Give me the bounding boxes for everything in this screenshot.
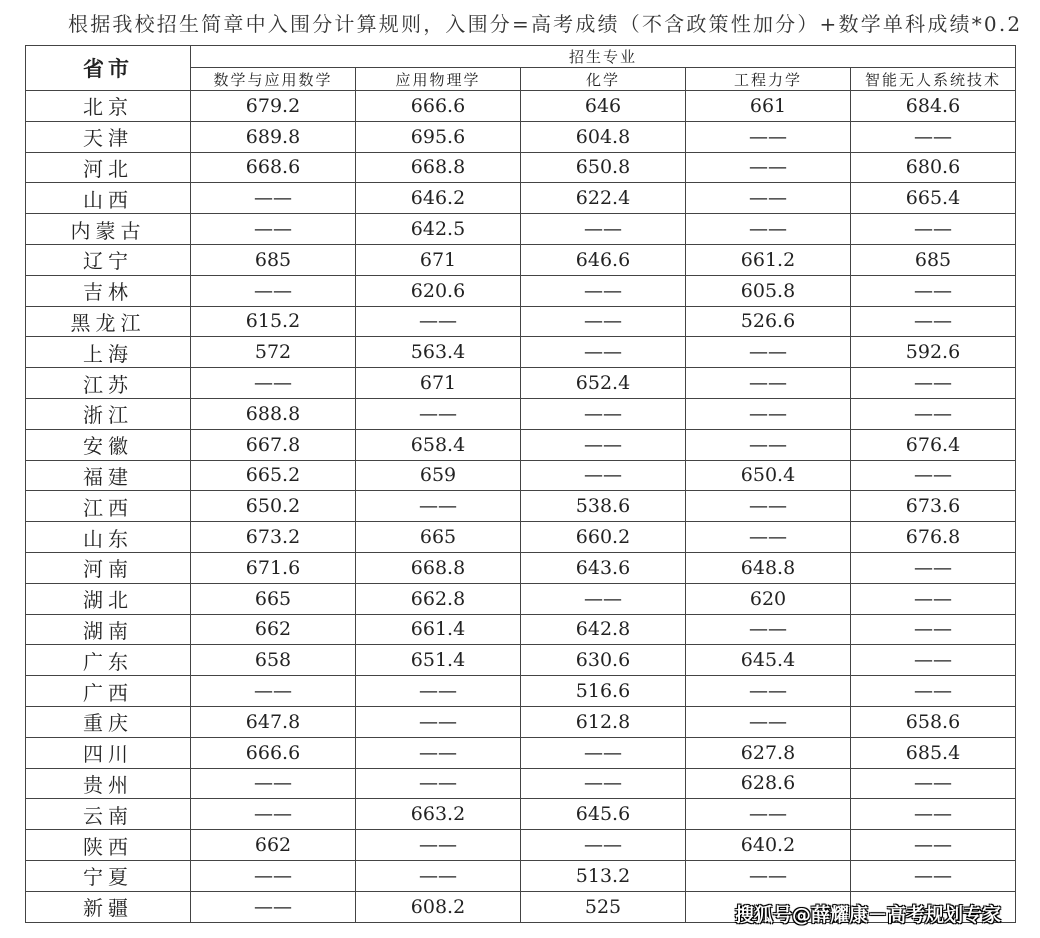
score-cell: 661.4	[356, 614, 521, 645]
document-title: 根据我校招生简章中入围分计算规则，入围分=高考成绩（不含政策性加分）+数学单科成绩*0.2	[68, 12, 1023, 36]
province-cell: 陕西	[26, 830, 191, 861]
score-cell: ——	[851, 368, 1016, 399]
table-row	[26, 214, 1016, 245]
score-cell: 671	[356, 244, 521, 275]
score-cell: 605.8	[686, 275, 851, 306]
score-cell: ——	[521, 337, 686, 368]
score-cell: 650.4	[686, 460, 851, 491]
score-cell: ——	[191, 183, 356, 214]
score-cell: 665.4	[851, 183, 1016, 214]
score-cell: 662.8	[356, 583, 521, 614]
score-cell: ——	[521, 830, 686, 861]
score-cell: ——	[686, 614, 851, 645]
score-cell: ——	[521, 768, 686, 799]
table-row	[26, 737, 1016, 768]
score-cell: 538.6	[521, 491, 686, 522]
score-cell: 612.8	[521, 706, 686, 737]
score-cell: 662	[191, 614, 356, 645]
score-cell: 630.6	[521, 645, 686, 676]
score-cell: 671	[356, 368, 521, 399]
score-cell: ——	[521, 429, 686, 460]
score-cell: 665	[191, 583, 356, 614]
watermark: 搜狐号@薛耀康－高考规划专家	[735, 904, 1002, 926]
score-cell: ——	[686, 706, 851, 737]
score-cell: ——	[356, 737, 521, 768]
score-cell: 627.8	[686, 737, 851, 768]
score-cell: 516.6	[521, 676, 686, 707]
score-cell: ——	[851, 645, 1016, 676]
score-cell: 642.5	[356, 214, 521, 245]
score-cell: 688.8	[191, 398, 356, 429]
major-group-header: 招生专业	[191, 46, 1016, 68]
score-cell: 661.2	[686, 244, 851, 275]
score-cell: ——	[191, 275, 356, 306]
province-cell: 福建	[26, 460, 191, 491]
score-cell: ——	[521, 275, 686, 306]
score-cell: 689.8	[191, 121, 356, 152]
table-row	[26, 91, 1016, 122]
province-cell: 广东	[26, 645, 191, 676]
score-cell: ——	[356, 491, 521, 522]
score-cell: 651.4	[356, 645, 521, 676]
score-cell: ——	[356, 768, 521, 799]
score-cell: ——	[191, 768, 356, 799]
province-cell: 山东	[26, 522, 191, 553]
province-cell: 河南	[26, 552, 191, 583]
table-row	[26, 429, 1016, 460]
province-cell: 四川	[26, 737, 191, 768]
score-cell: ——	[686, 429, 851, 460]
score-cell: ——	[686, 522, 851, 553]
score-cell: ——	[521, 306, 686, 337]
score-cell: 662	[191, 830, 356, 861]
score-cell: 676.8	[851, 522, 1016, 553]
score-cell: 525	[521, 891, 686, 922]
major-header: 智能无人系统技术	[851, 68, 1016, 91]
score-cell: ——	[356, 306, 521, 337]
score-cell: 676.4	[851, 429, 1016, 460]
major-header: 工程力学	[686, 68, 851, 91]
score-cell: 648.8	[686, 552, 851, 583]
score-cell: ——	[686, 121, 851, 152]
score-cell: 685.4	[851, 737, 1016, 768]
score-cell: 684.6	[851, 91, 1016, 122]
table-row	[26, 368, 1016, 399]
score-cell: 572	[191, 337, 356, 368]
score-cell: ——	[851, 830, 1016, 861]
table-row	[26, 768, 1016, 799]
score-cell: ——	[521, 737, 686, 768]
score-cell: 615.2	[191, 306, 356, 337]
score-cell: ——	[521, 398, 686, 429]
table-row	[26, 121, 1016, 152]
major-header: 化学	[521, 68, 686, 91]
score-cell: ——	[521, 214, 686, 245]
score-cell: ——	[686, 152, 851, 183]
score-cell: ——	[851, 860, 1016, 891]
province-cell: 内蒙古	[26, 214, 191, 245]
table-row	[26, 830, 1016, 861]
province-cell: 贵州	[26, 768, 191, 799]
province-cell: 浙江	[26, 398, 191, 429]
province-cell: 湖北	[26, 583, 191, 614]
score-cell: ——	[851, 121, 1016, 152]
province-cell: 江西	[26, 491, 191, 522]
province-cell: 河北	[26, 152, 191, 183]
score-cell: ——	[356, 830, 521, 861]
score-cell: 620.6	[356, 275, 521, 306]
score-cell: 665.2	[191, 460, 356, 491]
province-cell: 上海	[26, 337, 191, 368]
table-row	[26, 398, 1016, 429]
score-cell: 685	[851, 244, 1016, 275]
score-cell: ——	[686, 676, 851, 707]
score-cell: 658.4	[356, 429, 521, 460]
province-cell: 北京	[26, 91, 191, 122]
score-cell: 666.6	[356, 91, 521, 122]
score-cell: ——	[851, 614, 1016, 645]
score-cell: 604.8	[521, 121, 686, 152]
table-row	[26, 491, 1016, 522]
table-row	[26, 799, 1016, 830]
score-cell: 659	[356, 460, 521, 491]
score-cell: ——	[191, 676, 356, 707]
major-header: 应用物理学	[356, 68, 521, 91]
table-row	[26, 706, 1016, 737]
score-cell: ——	[851, 768, 1016, 799]
table-row	[26, 583, 1016, 614]
score-cell: ——	[521, 583, 686, 614]
table-row	[26, 275, 1016, 306]
major-header: 数学与应用数学	[191, 68, 356, 91]
score-cell: 673.2	[191, 522, 356, 553]
score-cell: 642.8	[521, 614, 686, 645]
score-cell: ——	[686, 337, 851, 368]
score-cell: ——	[851, 799, 1016, 830]
score-cell: ——	[686, 183, 851, 214]
score-cell: 663.2	[356, 799, 521, 830]
score-cell: 680.6	[851, 152, 1016, 183]
score-cell: ——	[851, 398, 1016, 429]
score-cell: 652.4	[521, 368, 686, 399]
score-cell: 592.6	[851, 337, 1016, 368]
score-cell: 647.8	[191, 706, 356, 737]
score-cell: 665	[356, 522, 521, 553]
score-cell: 671.6	[191, 552, 356, 583]
table-row	[26, 244, 1016, 275]
admission-score-table	[25, 45, 1016, 923]
province-cell: 云南	[26, 799, 191, 830]
score-cell: 608.2	[356, 891, 521, 922]
score-cell: ——	[851, 583, 1016, 614]
score-cell: 526.6	[686, 306, 851, 337]
score-cell: 646.2	[356, 183, 521, 214]
score-cell: ——	[686, 860, 851, 891]
score-cell: 658	[191, 645, 356, 676]
score-cell: ——	[851, 552, 1016, 583]
score-cell: 685	[191, 244, 356, 275]
province-cell: 重庆	[26, 706, 191, 737]
score-cell: 622.4	[521, 183, 686, 214]
score-cell: ——	[356, 398, 521, 429]
table-row	[26, 860, 1016, 891]
province-cell: 新疆	[26, 891, 191, 922]
score-cell: 658.6	[851, 706, 1016, 737]
province-cell: 江苏	[26, 368, 191, 399]
province-cell: 宁夏	[26, 860, 191, 891]
score-cell: 695.6	[356, 121, 521, 152]
table-row	[26, 306, 1016, 337]
score-cell: 660.2	[521, 522, 686, 553]
score-cell: ——	[686, 214, 851, 245]
score-cell: ——	[356, 706, 521, 737]
score-cell: ——	[851, 676, 1016, 707]
score-cell: ——	[191, 799, 356, 830]
score-cell: 650.2	[191, 491, 356, 522]
score-cell: 668.8	[356, 152, 521, 183]
score-cell: 646.6	[521, 244, 686, 275]
score-cell: ——	[686, 368, 851, 399]
score-cell: 668.8	[356, 552, 521, 583]
score-cell: ——	[851, 306, 1016, 337]
table-row	[26, 522, 1016, 553]
score-cell: 645.4	[686, 645, 851, 676]
score-cell: 673.6	[851, 491, 1016, 522]
province-cell: 天津	[26, 121, 191, 152]
score-cell: ——	[356, 860, 521, 891]
score-cell: ——	[356, 676, 521, 707]
score-cell: ——	[686, 398, 851, 429]
score-cell: 645.6	[521, 799, 686, 830]
table-row	[26, 552, 1016, 583]
province-cell: 安徽	[26, 429, 191, 460]
score-cell: ——	[521, 460, 686, 491]
table-row	[26, 645, 1016, 676]
score-cell: 563.4	[356, 337, 521, 368]
table-row	[26, 183, 1016, 214]
score-cell: 643.6	[521, 552, 686, 583]
score-cell: ——	[686, 799, 851, 830]
score-cell: 666.6	[191, 737, 356, 768]
score-cell: 668.6	[191, 152, 356, 183]
score-cell: 628.6	[686, 768, 851, 799]
score-cell: 513.2	[521, 860, 686, 891]
score-cell: 650.8	[521, 152, 686, 183]
score-cell: ——	[851, 275, 1016, 306]
table-row	[26, 337, 1016, 368]
score-cell: ——	[851, 214, 1016, 245]
table-row	[26, 676, 1016, 707]
score-cell: ——	[191, 891, 356, 922]
score-cell: 679.2	[191, 91, 356, 122]
province-header: 省市	[26, 46, 191, 91]
score-cell: ——	[191, 860, 356, 891]
score-cell: 646	[521, 91, 686, 122]
table-row	[26, 614, 1016, 645]
score-cell: ——	[686, 491, 851, 522]
table-row	[26, 460, 1016, 491]
province-cell: 湖南	[26, 614, 191, 645]
province-cell: 黑龙江	[26, 306, 191, 337]
table-row	[26, 152, 1016, 183]
score-cell: 667.8	[191, 429, 356, 460]
score-cell: ——	[191, 214, 356, 245]
score-cell: 661	[686, 91, 851, 122]
score-cell: 620	[686, 583, 851, 614]
score-cell: ——	[191, 368, 356, 399]
province-cell: 吉林	[26, 275, 191, 306]
score-cell: 640.2	[686, 830, 851, 861]
province-cell: 广西	[26, 676, 191, 707]
province-cell: 山西	[26, 183, 191, 214]
score-cell: ——	[851, 460, 1016, 491]
province-cell: 辽宁	[26, 244, 191, 275]
